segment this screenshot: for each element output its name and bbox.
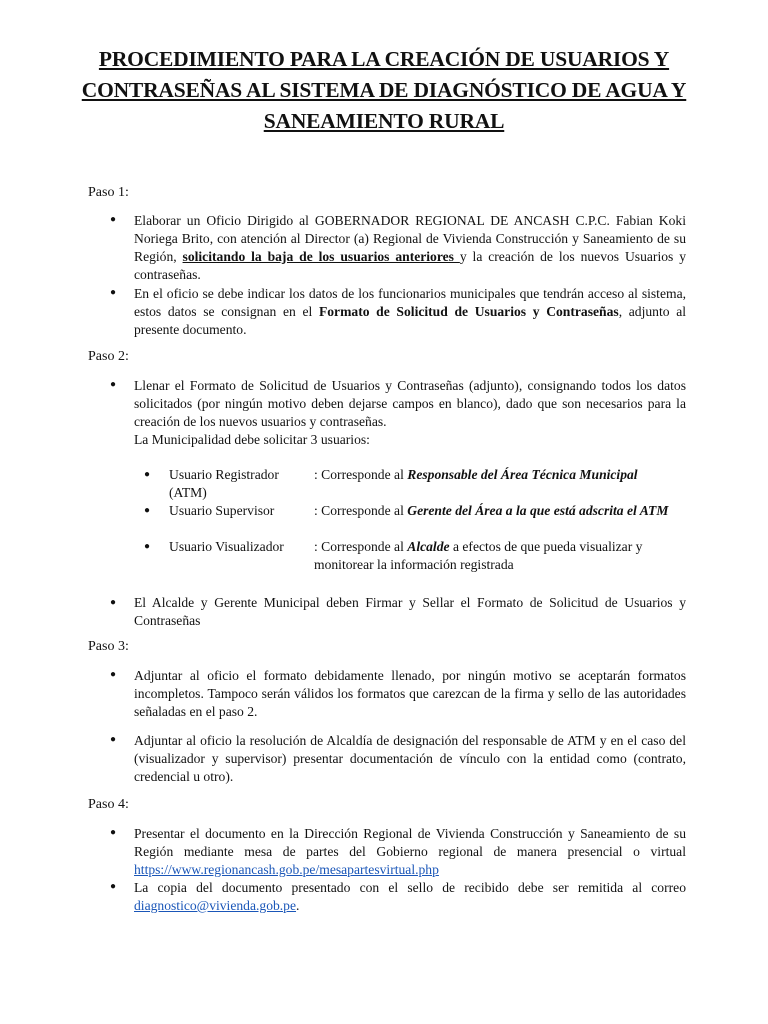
paso-3-item-1: Adjuntar al oficio el formato debidamente llenado, por ningún motivo se aceptarán formatos incompletos. Tampoco serán válidos los formatos que carezcan de la firma y sello de las autoridades señaladas en el paso 2. <box>134 668 686 719</box>
paso-3-item-2: Adjuntar al oficio la resolución de Alcaldía de designación del responsable de ATM y en el caso del (visualizador y supervisor) presentar documentación de vínculo con la entidad como (contrato, credencial u otro). <box>134 733 686 784</box>
bullet-icon: ● <box>144 505 151 516</box>
paso-4-item-2: La copia del documento presentado con el sello de recibido debe ser remitida al correo diagnostico@vivienda.gob.pe. <box>134 880 686 913</box>
user-name-registrador: Usuario Registrador (ATM) <box>169 467 279 500</box>
paso-1-heading: Paso 1: <box>88 185 129 200</box>
user-name-visualizador: Usuario Visualizador <box>169 539 284 554</box>
bullet-icon: ● <box>110 734 117 745</box>
bullet-icon: ● <box>110 597 117 608</box>
user-role-supervisor: : Corresponde al Gerente del Área a la que está adscrita el ATM <box>314 503 669 518</box>
bullet-icon: ● <box>144 469 151 480</box>
paso-2-heading: Paso 2: <box>88 349 129 364</box>
bullet-icon: ● <box>110 379 117 390</box>
paso-4-heading: Paso 4: <box>88 797 129 812</box>
email-link[interactable]: diagnostico@vivienda.gob.pe <box>134 898 297 913</box>
paso-1-item-2: En el oficio se debe indicar los datos de los funcionarios municipales que tendrán acceso al sistema, estos datos se consignan en el Formato de Solicitud de Usuarios y Contraseñas, adjunto al presente documento. <box>134 286 687 337</box>
user-role-visualizador: : Corresponde al Alcalde a efectos de que pueda visualizar y monitorear la información registrada <box>314 539 643 572</box>
bullet-icon: ● <box>110 214 117 225</box>
user-name-supervisor: Usuario Supervisor <box>169 503 275 518</box>
document-title: PROCEDIMIENTO PARA LA CREACIÓN DE USUARIOS Y CONTRASEÑAS AL SISTEMA DE DIAGNÓSTICO DE AGUA Y SANEAMIENTO RURAL <box>81 47 687 133</box>
bullet-icon: ● <box>110 669 117 680</box>
underlined-text: solicitando la baja de los usuarios anteriores <box>182 249 460 264</box>
paso-4-item-1: Presentar el documento en la Dirección Regional de Vivienda Construcción y Saneamiento de su Región mediante mesa de partes del Gobierno regional de manera presencial o virtual https://www.regionancash.gob.pe/mesapartesvirtual.php <box>134 826 686 877</box>
paso-2-item-2: El Alcalde y Gerente Municipal deben Firmar y Sellar el Formato de Solicitud de Usuarios y Contraseñas <box>134 595 686 628</box>
bullet-icon: ● <box>110 827 117 838</box>
paso-1-item-1: Elaborar un Oficio Dirigido al GOBERNADOR REGIONAL DE ANCASH C.P.C. Fabian Koki Noriega Brito, con atención al Director (a) Regional de Vivienda Construcción y Saneamiento de su Región, solicitando la baja de los usuarios anteriores y la creación de los nuevos Usuarios y contraseñas. <box>134 213 686 282</box>
paso-2-item-1: Llenar el Formato de Solicitud de Usuarios y Contraseñas (adjunto), consignando todos los datos solicitados (por ningún motivo deben dejarse campos en blanco), dado que son necesarios para la creación de los nuevos usuarios y contraseñas. La Municipalidad debe solicitar 3 usuarios: <box>134 378 686 447</box>
bullet-icon: ● <box>110 881 117 892</box>
mesa-partes-link[interactable]: https://www.regionancash.gob.pe/mesapartesvirtual.php <box>134 862 439 877</box>
bullet-icon: ● <box>144 541 151 552</box>
bullet-icon: ● <box>110 287 117 298</box>
user-role-registrador: : Corresponde al Responsable del Área Técnica Municipal <box>314 467 638 482</box>
paso-3-heading: Paso 3: <box>88 639 129 654</box>
